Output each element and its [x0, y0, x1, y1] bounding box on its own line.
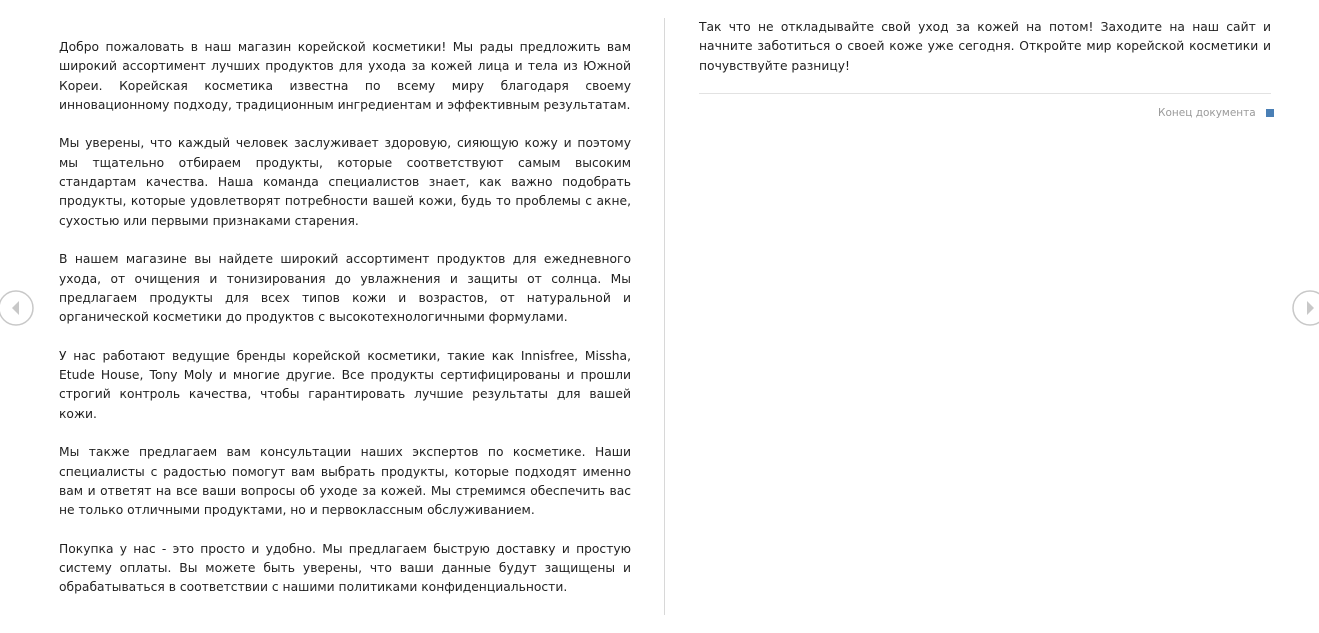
column-divider: [664, 18, 665, 615]
left-page: [59, 0, 631, 633]
paragraph: Мы также предлагаем вам консультации наших экспертов по косметике. Наши специалисты с радостью помогут вам выбрать продукты, которые подходят именно вам и ответят на все ваши вопросы об уходе за кожей. Мы стремимся обеспечить вас не только отличными продуктами, но и первоклассным обслуживанием.: [59, 445, 631, 518]
chevron-right-circle-icon: [1291, 289, 1319, 327]
paragraph: Мы уверены, что каждый человек заслуживает здоровую, сияющую кожу и поэтому мы тщательно отбираем продукты, которые соответствуют самым высоким стандартам качества. Наша команда специалистов знает, как важно подобрать продукты, которые удовлетворят потребности вашей кожи, будь то проблемы с акне, сухостью или первыми признаками старения.: [59, 136, 631, 228]
paragraph: Так что не откладывайте свой уход за кожей на потом! Заходите на наш сайт и начните заботиться о своей коже уже сегодня. Откройте мир корейской косметики и почувствуйте разницу!: [699, 20, 1271, 73]
previous-page-button[interactable]: [0, 289, 34, 327]
end-of-document-label: Конец документа: [1158, 107, 1256, 119]
paragraph: Добро пожаловать в наш магазин корейской косметики! Мы рады предложить вам широкий ассортимент лучших продуктов для ухода за кожей лица и тела из Южной Кореи. Корейская косметика известна по всему миру благодаря своему инновационному подходу, традиционным ингредиентам и эффективным результатам.: [59, 40, 631, 112]
right-page: [699, 0, 1271, 633]
end-of-document-marker: [1158, 107, 1274, 119]
next-page-button[interactable]: [1291, 289, 1319, 327]
paragraph: Покупка у нас - это просто и удобно. Мы предлагаем быструю доставку и простую систему оплаты. Вы можете быть уверены, что ваши данные будут защищены и обрабатываться в соответствии с нашими политиками конфиденциальности.: [59, 541, 631, 595]
chevron-left-circle-icon: [0, 289, 34, 327]
paragraph: В нашем магазине вы найдете широкий ассортимент продуктов для ежедневного ухода, от очищения и тонизирования до увлажнения и защиты от солнца. Мы предлагаем продукты для всех типов кожи и возрастов, от натуральной и органической косметики до продуктов с высокотехнологичными формулами.: [59, 252, 631, 325]
end-of-document-separator: [699, 93, 1271, 94]
end-square-icon: [1266, 109, 1274, 117]
paragraph: У нас работают ведущие бренды корейской косметики, такие как Innisfree, Missha, Etude House, Tony Moly и многие другие. Все продукты сертифицированы и прошли строгий контроль качества, чтобы гарантировать лучшие результаты для вашей кожи.: [59, 348, 631, 421]
